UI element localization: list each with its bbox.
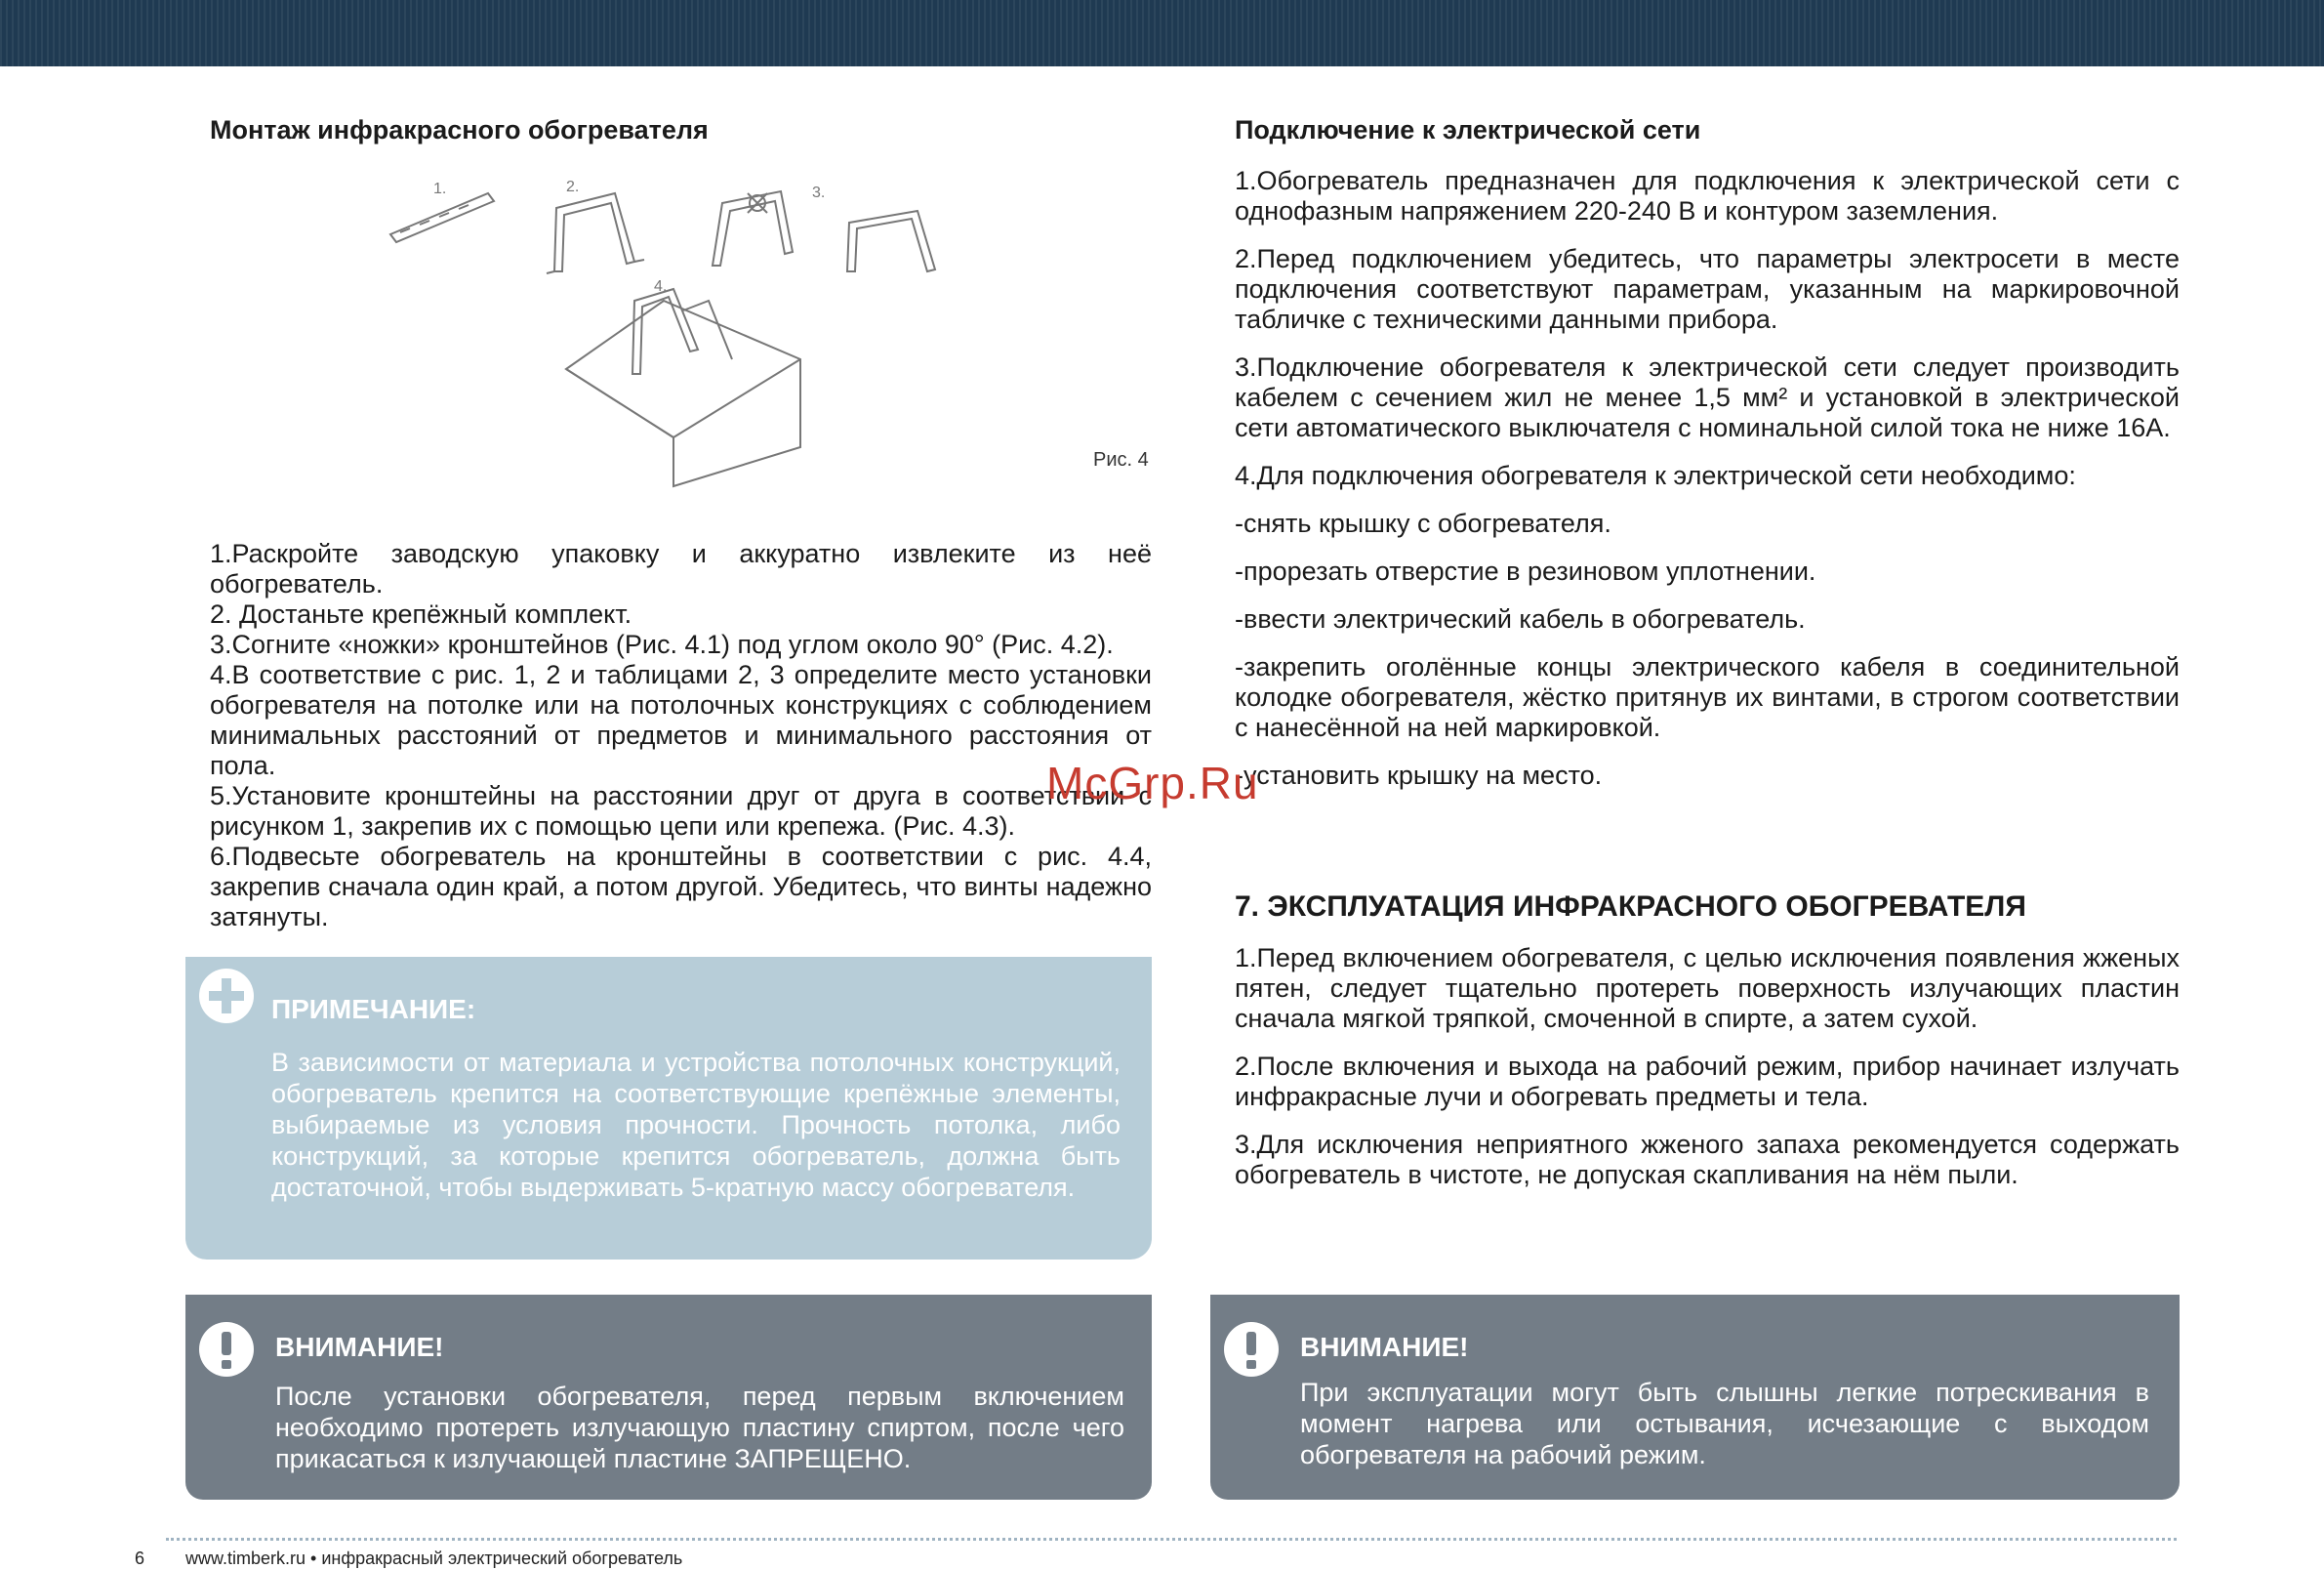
operation-paragraphs [1235,943,2180,1190]
figure-label-1: 1. [433,181,447,197]
footer-divider [166,1538,2177,1541]
paragraph: 2.Перед подключением убедитесь, что параметры электросети в месте подключения соответствуют параметрам, указанным на маркировочной табличке с техническими данными прибора. [1235,244,2180,334]
paragraph: -закрепить оголённые концы электрического кабеля в соединительной колодке обогревателя, жёстко притянув их винтами, в строгом соответствии с нанесённой на ней маркировкой. [1235,652,2180,742]
watermark: McGrp.Ru [1046,758,1259,808]
installation-steps [210,539,1152,932]
mounting-figure [371,164,1152,496]
plus-icon [199,969,254,1023]
page-number: 6 [135,1549,145,1568]
footer-text: www.timberk.ru • инфракрасный электрический обогреватель [185,1549,683,1568]
paragraph: -ввести электрический кабель в обогреватель. [1235,604,1806,634]
paragraph: 3.Для исключения неприятного жженого запаха рекомендуется содержать обогреватель в чистоте, не допуская скапливания на нём пыли. [1235,1130,2180,1189]
top-header-bar [0,0,2324,66]
right-heading: Подключение к электрической сети [1235,115,1701,145]
right-warning-title: ВНИМАНИЕ! [1300,1332,1469,1362]
right-warning-text: При эксплуатации могут быть слышны легкие потрескивания в момент нагрева или остывания, исчезающие с выходом обогревателя на рабочий режим. [1300,1378,2149,1469]
section-heading: 7. ЭКСПЛУАТАЦИЯ ИНФРАКРАСНОГО ОБОГРЕВАТЕЛЯ [1235,890,2026,923]
paragraph: -прорезать отверстие в резиновом уплотнении. [1235,557,1816,586]
right-warning-box [1210,1295,2180,1500]
paragraph: 3.Подключение обогревателя к электрической сети следует производить кабелем с сечением жил не менее 1,5 мм² и установкой в электрической сети автоматического выключателя с номинальной силой тока не ниже 16А. [1235,352,2180,442]
paragraph: 1.Обогреватель предназначен для подключения к электрической сети с однофазным напряжением 220-240 В и контуром заземления. [1235,166,2180,226]
figure-label-4: 4. [654,278,668,295]
figure-caption: Рис. 4 [1093,449,1149,471]
left-warning-box [185,1295,1152,1500]
left-warning-text: После установки обогревателя, перед первым включением необходимо протереть излучающую пластину спиртом, после чего прикасаться к излучающей пластине ЗАПРЕЩЕНО. [275,1382,1124,1473]
paragraph: 2.После включения и выхода на рабочий режим, прибор начинает излучать инфракрасные лучи и обогревать предметы и тела. [1235,1052,2180,1111]
left-heading: Монтаж инфракрасного обогревателя [210,115,709,145]
note-text: В зависимости от материала и устройства потолочных конструкций, обогреватель крепится на соответствующие крепёжные элементы, выбираемые из условия прочности. Прочность потолка, либо конструкций, за которые крепится обогреватель, должна быть достаточной, чтобы выдерживать 5-кратную массу обогревателя. [271,1048,1121,1202]
step-item: 4.В соответствие с рис. 1, 2 и таблицами 2, 3 определите место установки обогревателя на потолке или на потолочных конструкциях с соблюдением минимальных расстояний от предметов и минимального расстояния от пола. [210,660,1152,780]
step-item: 6.Подвесьте обогреватель на кронштейны в соответствии с рис. 4.4, закрепив сначала один край, а потом другой. Убедитесь, что винты надежно затянуты. [210,842,1152,931]
note-title: ПРИМЕЧАНИЕ: [271,994,476,1024]
step-item: 5.Установите кронштейны на расстоянии друг от друга в соответствии с рисунком 1, закрепив их с помощью цепи или крепежа. (Рис. 4.3). [210,781,1152,841]
connection-paragraphs [1235,166,2180,791]
bracket-illustration [371,164,1152,496]
note-box [185,957,1152,1260]
figure-label-3: 3. [812,185,826,201]
exclamation-icon [1224,1322,1279,1377]
paragraph: -снять крышку с обогревателя. [1235,509,1611,538]
step-item: 3.Согните «ножки» кронштейнов (Рис. 4.1) под углом около 90° (Рис. 4.2). [210,630,1114,659]
paragraph: 4.Для подключения обогревателя к электрической сети необходимо: [1235,461,2076,490]
left-warning-title: ВНИМАНИЕ! [275,1332,444,1362]
paragraph: -установить крышку на место. [1235,761,1603,790]
exclamation-icon [199,1322,254,1377]
paragraph: 1.Перед включением обогревателя, с целью исключения появления жженых пятен, следует тщательно протереть поверхность излучающих пластин сначала мягкой тряпкой, смоченной в спирте, а затем сухой. [1235,943,2180,1033]
step-item: 2. Достаньте крепёжный комплект. [210,599,632,629]
step-item: 1.Раскройте заводскую упаковку и аккуратно извлеките из неё обогреватель. [210,539,1152,599]
figure-label-2: 2. [566,179,580,195]
